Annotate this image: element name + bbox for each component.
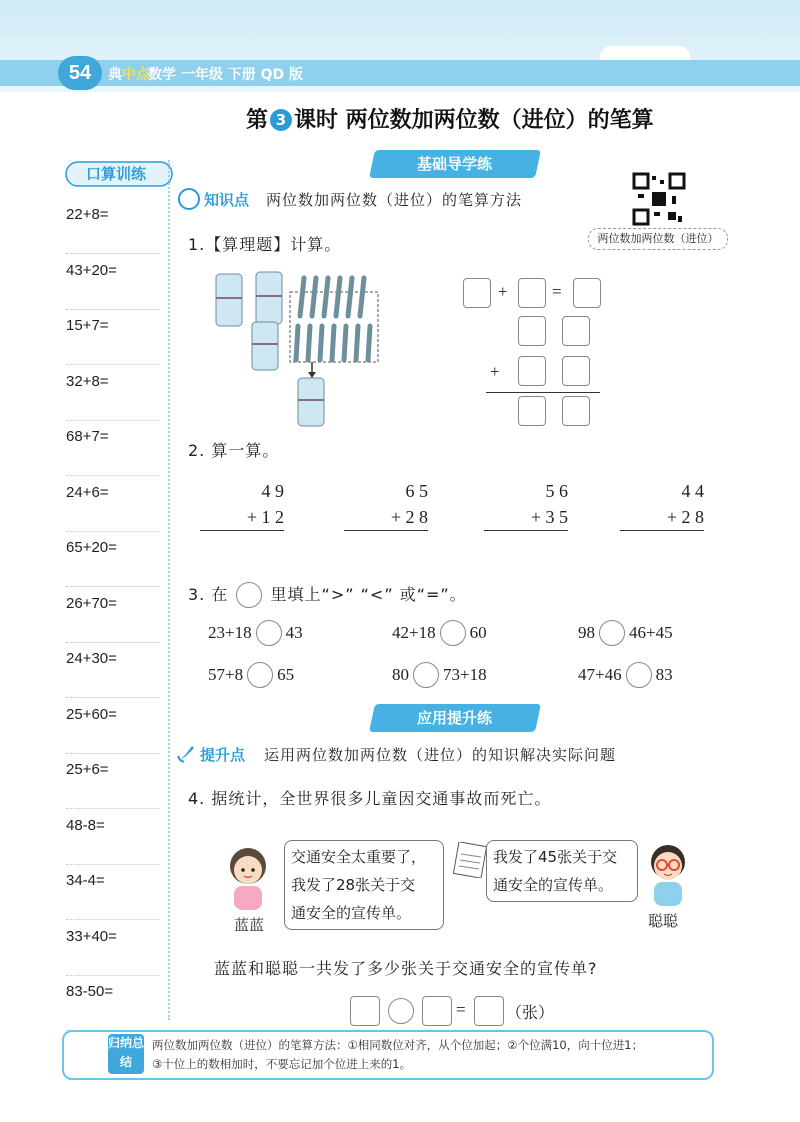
question-3-text	[188, 582, 467, 608]
answer-box[interactable]	[518, 356, 546, 386]
addend-top: 4 9	[261, 481, 284, 501]
answer-unit: （张）	[506, 1003, 555, 1022]
addend-top: 4 4	[681, 481, 704, 501]
target-icon	[178, 188, 200, 210]
equals-sign: =	[456, 1000, 466, 1019]
flyer-icon	[452, 842, 488, 878]
comparison-right: 73+18	[443, 665, 487, 684]
qr-code-icon	[632, 172, 686, 226]
comparison-circle[interactable]	[256, 620, 282, 646]
question-3-text-a: 3. 在	[188, 585, 229, 604]
drill-item: 33+40=	[66, 920, 160, 976]
comparison-right: 43	[285, 623, 303, 642]
comparison-item	[208, 662, 294, 688]
brand-highlight: 中点	[122, 67, 150, 83]
comparison-circle[interactable]	[440, 620, 466, 646]
summary-text	[152, 1036, 708, 1074]
page-title	[246, 103, 654, 134]
improve-point-label: 提升点	[200, 746, 246, 764]
drill-item: 43+20=	[66, 254, 160, 310]
equals-sign: =	[552, 282, 562, 301]
comparison-left: 98	[578, 623, 595, 642]
question-3-text-b: 里填上“>” “<” 或“=”。	[270, 585, 467, 604]
drill-item: 26+70=	[66, 587, 160, 643]
bubble-line: 通安全的宣传单。	[493, 876, 614, 894]
section-banner-application: 应用提升练	[369, 704, 541, 732]
brand-main: 典	[108, 67, 122, 83]
rocket-icon	[176, 742, 198, 764]
bubble-line: 通安全的宣传单。	[291, 904, 412, 922]
answer-box[interactable]	[573, 278, 601, 308]
comparison-circle[interactable]	[413, 662, 439, 688]
comparison-left: 57+8	[208, 665, 244, 684]
comparison-item	[578, 620, 673, 646]
bubble-line: 我发了28张关于交	[291, 876, 416, 894]
comparison-right: 65	[277, 665, 295, 684]
knowledge-point-text: 两位数加两位数（进位）的笔算方法	[266, 191, 523, 209]
answer-box[interactable]	[474, 996, 504, 1026]
title-suffix: 课时 两位数加两位数（进位）的笔算	[294, 108, 654, 133]
answer-box[interactable]	[350, 996, 380, 1026]
question-2-text: 2. 算一算。	[188, 441, 280, 460]
drill-item: 15+7=	[66, 309, 160, 365]
drill-item: 83-50=	[66, 975, 160, 1031]
plus-sign: +	[498, 282, 508, 301]
speech-bubble-congcong	[486, 840, 638, 902]
lesson-number: 3	[270, 109, 292, 131]
drill-item: 24+30=	[66, 642, 160, 698]
comparison-left: 80	[392, 665, 409, 684]
vertical-addition	[344, 478, 428, 531]
comparison-circle[interactable]	[599, 620, 625, 646]
comparison-right: 83	[655, 665, 673, 684]
addend-bottom: + 2 8	[344, 504, 428, 531]
comparison-left: 47+46	[578, 665, 622, 684]
addend-bottom: + 1 2	[200, 504, 284, 531]
comparison-item	[208, 620, 303, 646]
title-prefix: 第	[246, 108, 269, 133]
counting-sticks-illustration	[212, 268, 382, 428]
answer-box[interactable]	[518, 278, 546, 308]
answer-box[interactable]	[518, 316, 546, 346]
answer-box[interactable]	[562, 356, 590, 386]
answer-box[interactable]	[562, 316, 590, 346]
drill-divider	[168, 160, 170, 1020]
drill-item: 34-4=	[66, 864, 160, 920]
vertical-addition	[200, 478, 284, 531]
improve-point-text: 运用两位数加两位数（进位）的知识解决实际问题	[264, 746, 617, 764]
plus-sign: +	[490, 362, 500, 381]
drill-item: 25+60=	[66, 698, 160, 754]
answer-box[interactable]	[562, 396, 590, 426]
comparison-circle[interactable]	[626, 662, 652, 688]
drill-item: 25+6=	[66, 753, 160, 809]
drill-item: 24+6=	[66, 476, 160, 532]
name-congcong: 聪聪	[648, 912, 679, 930]
drill-item: 22+8=	[66, 198, 160, 254]
addend-top: 6 5	[405, 481, 428, 501]
section-banner-basic: 基础导学练	[369, 150, 541, 178]
vertical-addition	[484, 478, 568, 531]
addend-bottom: + 3 5	[484, 504, 568, 531]
comparison-circle[interactable]	[247, 662, 273, 688]
comparison-item	[392, 662, 487, 688]
comparison-left: 23+18	[208, 623, 252, 642]
drill-item: 65+20=	[66, 531, 160, 587]
drill-item: 32+8=	[66, 365, 160, 421]
knowledge-point-label: 知识点	[204, 191, 250, 209]
comparison-item	[392, 620, 487, 646]
addend-top: 5 6	[545, 481, 568, 501]
circle-sample	[236, 582, 262, 608]
qr-caption: 两位数加两位数（进位）	[588, 228, 728, 250]
summary-line: ③十位上的数相加时，不要忘记加个位进上来的1。	[152, 1057, 412, 1071]
comparison-item	[578, 662, 673, 688]
name-lanlan: 蓝蓝	[234, 916, 265, 934]
speech-bubble-lanlan	[284, 840, 444, 930]
question-1-text: 1.【算理题】计算。	[188, 235, 342, 254]
comparison-left: 42+18	[392, 623, 436, 642]
summary-line: 两位数加两位数（进位）的笔算方法：①相同数位对齐，从个位加起；②个位满10，向十位进1；	[152, 1038, 644, 1052]
sum-line	[486, 392, 600, 393]
boy-congcong-illustration	[638, 838, 698, 908]
question-4-text: 4. 据统计，全世界很多儿童因交通事故而死亡。	[188, 789, 552, 808]
page-number: 54	[58, 56, 102, 90]
vertical-addition	[620, 478, 704, 531]
operator-circle[interactable]	[388, 998, 414, 1024]
drill-item: 48-8=	[66, 809, 160, 865]
answer-box[interactable]	[518, 396, 546, 426]
bubble-line: 我发了45张关于交	[493, 848, 618, 866]
answer-box[interactable]	[463, 278, 491, 308]
series-title: 数学 一年级 下册 QD 版	[148, 67, 304, 83]
addend-bottom: + 2 8	[620, 504, 704, 531]
comparison-right: 46+45	[629, 623, 673, 642]
answer-box[interactable]	[422, 996, 452, 1026]
comparison-right: 60	[469, 623, 487, 642]
brand-logo	[108, 64, 150, 84]
drill-item: 68+7=	[66, 420, 160, 476]
girl-lanlan-illustration	[218, 842, 278, 912]
question-4-prompt: 蓝蓝和聪聪一共发了多少张关于交通安全的宣传单?	[214, 959, 598, 978]
bubble-line: 交通安全太重要了，	[291, 848, 427, 866]
summary-tag: 归纳总结	[108, 1034, 144, 1074]
drill-label: 口算训练	[86, 165, 147, 183]
